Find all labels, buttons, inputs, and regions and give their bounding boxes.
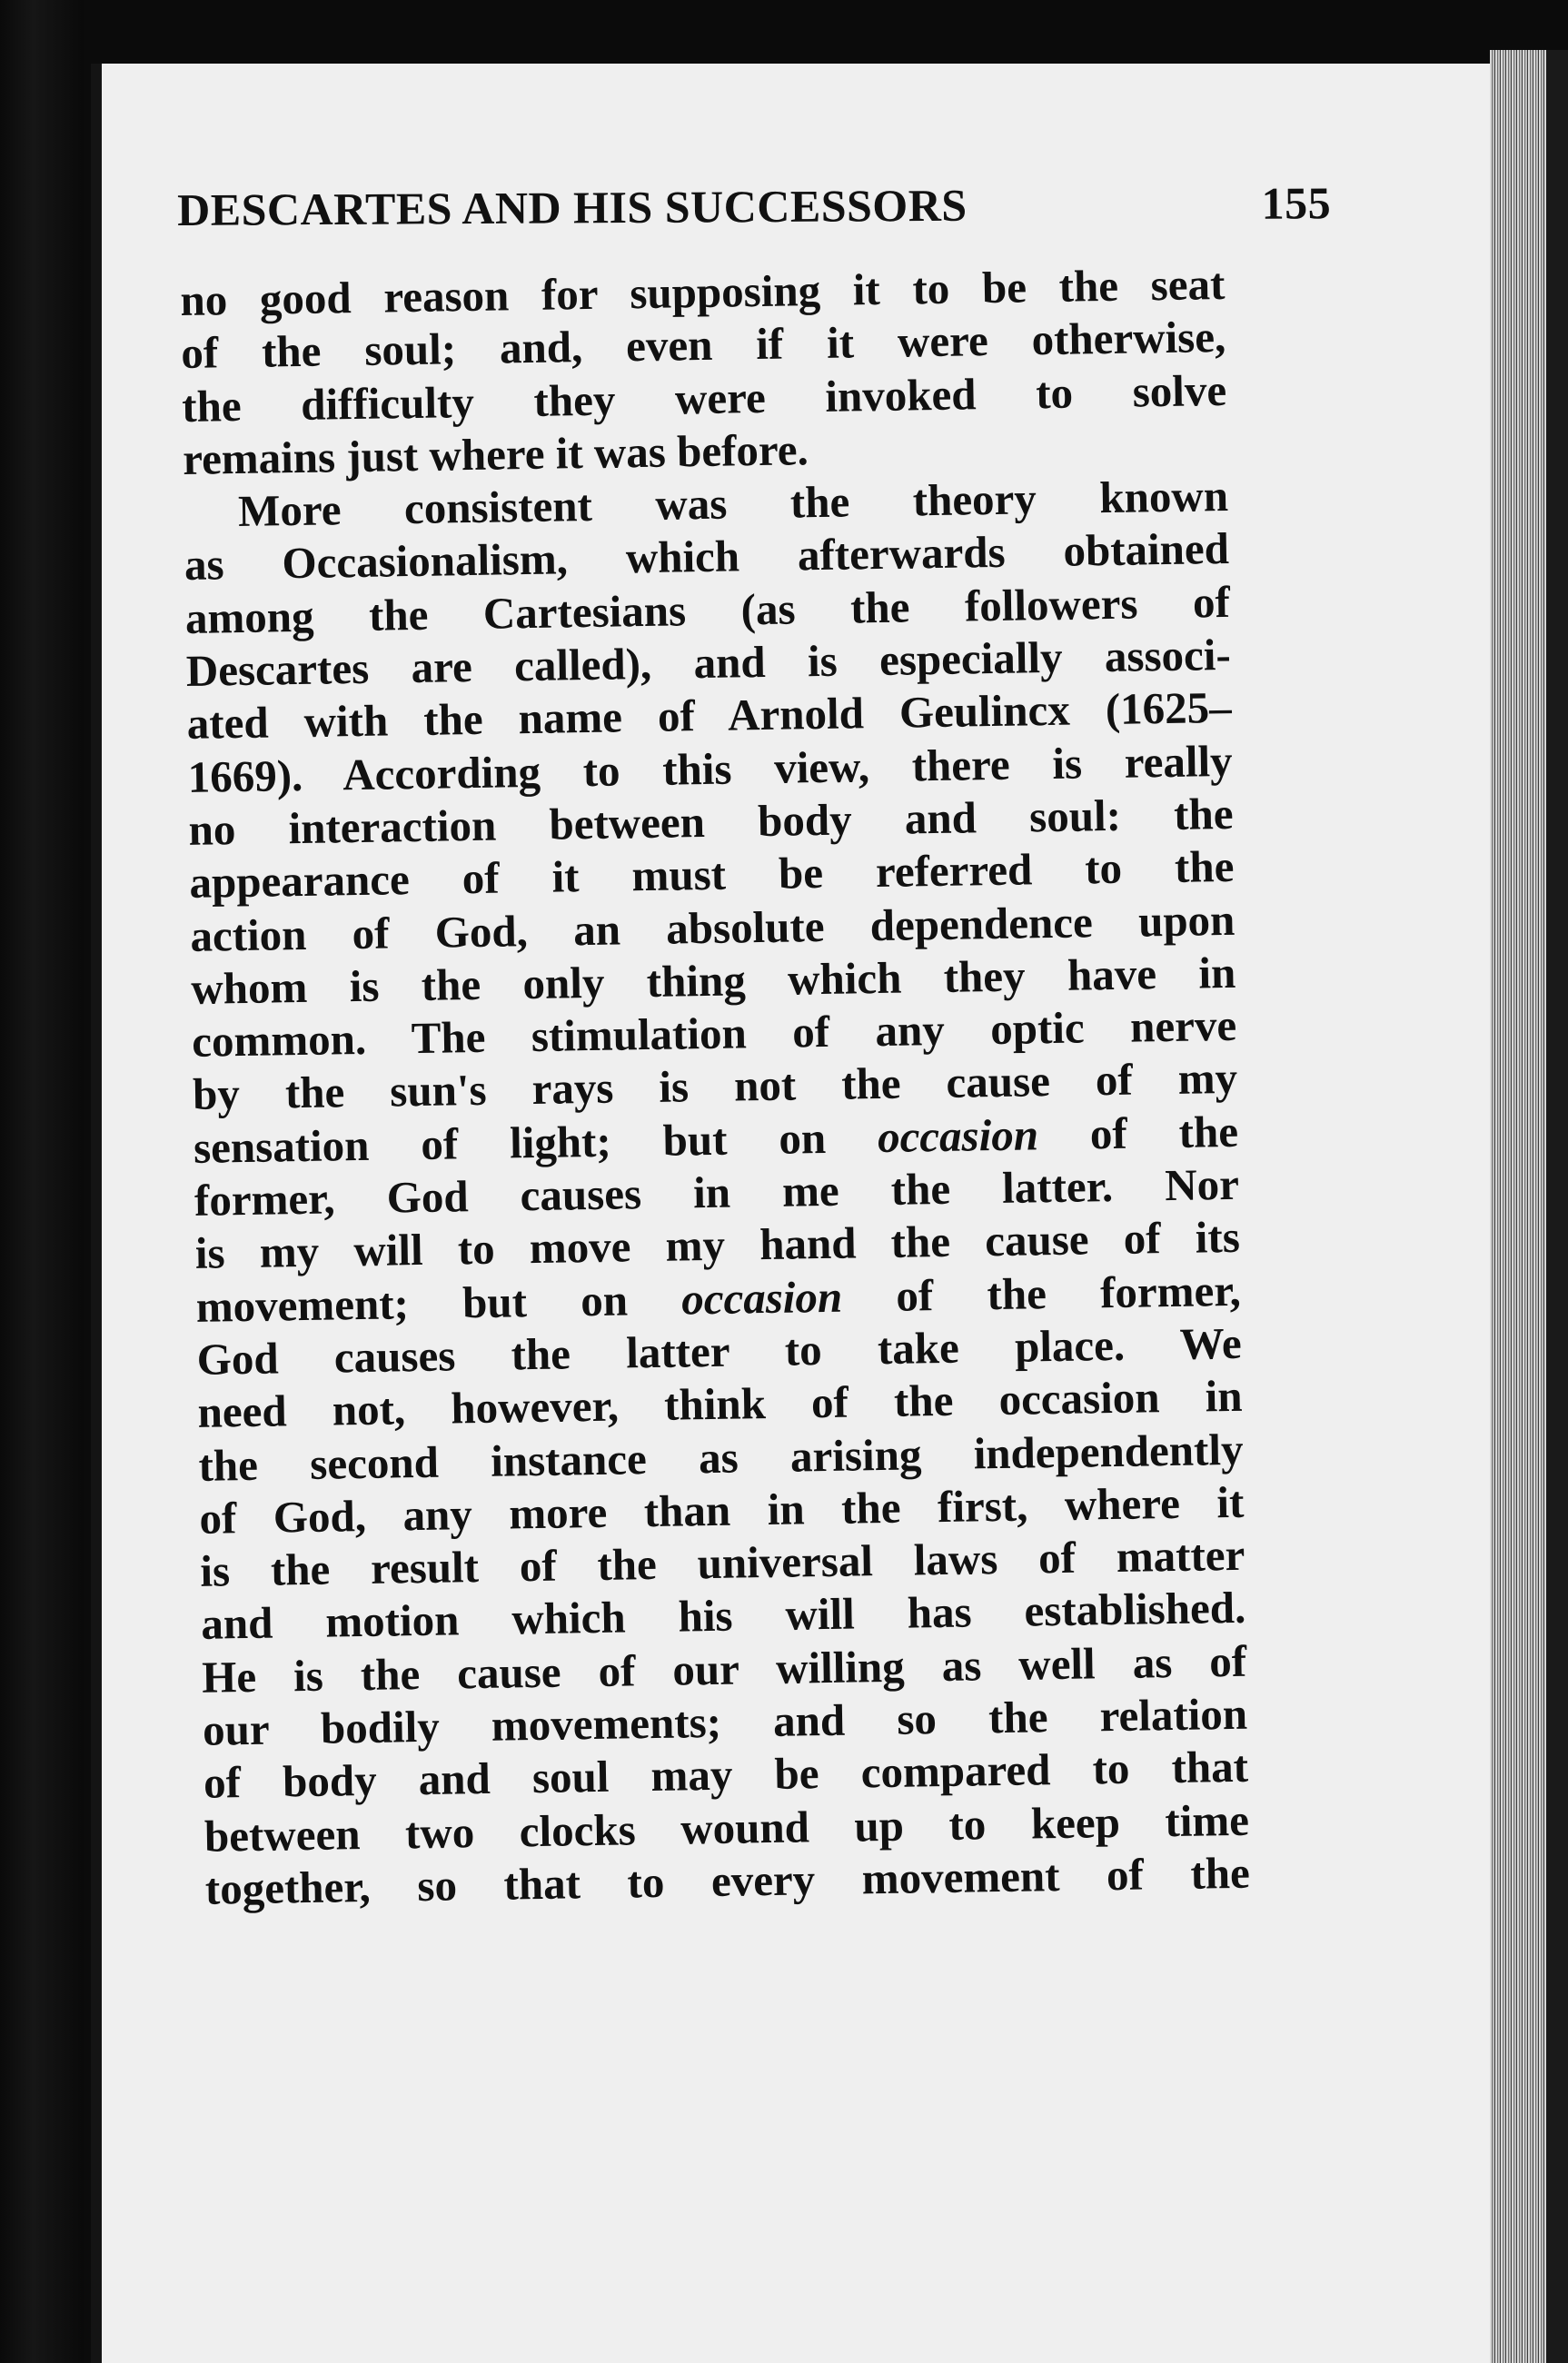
text-line: as Occasionalism, which afterwards obtained [184, 523, 1230, 591]
text-line: the difficulty they were invoked to solve [181, 364, 1227, 432]
text-line: whom is the only thing which they have in [190, 947, 1236, 1014]
italic-emphasis: occasion [680, 1271, 843, 1325]
text-line: He is the cause of our willing as well as of [201, 1635, 1247, 1703]
text-line: sensation of light; but on occasion of the [193, 1106, 1239, 1173]
text-line: and motion which his will has established. [200, 1583, 1246, 1650]
text-line: of God, any more than in the first, where it [199, 1476, 1245, 1544]
paragraph-2 [184, 470, 1251, 1916]
running-title: DESCARTES AND HIS SUCCESSORS [177, 179, 968, 235]
text-line: movement; but on occasion of the former, [195, 1265, 1242, 1332]
text-line: 1669). According to this view, there is really [187, 735, 1233, 802]
text-line: Descartes are called), and is especially associ- [185, 629, 1232, 697]
text-line: appearance of it must be referred to the [189, 841, 1235, 908]
text-line: together, so that to every movement of the [204, 1847, 1251, 1914]
text-line: no interaction between body and soul: the [188, 788, 1234, 855]
text-line: More consistent was the theory known [237, 471, 1229, 537]
text-line: of the soul; and, even if it were otherwise, [180, 312, 1226, 379]
text-line: the second instance as arising independently [198, 1424, 1244, 1491]
text-line: is the result of the universal laws of matter [199, 1529, 1245, 1596]
text-line: remains just where it was before. [182, 424, 809, 484]
page-number: 155 [1261, 177, 1332, 229]
facing-page-edge [0, 0, 84, 2363]
text-line: God causes the latter to take place. We [196, 1317, 1243, 1385]
book-cover-edge [1546, 50, 1568, 2363]
body-text [180, 258, 1250, 1916]
text-line: of body and soul may be compared to that [203, 1742, 1249, 1809]
paragraph-1 [180, 258, 1228, 486]
text-line: is my will to move my hand the cause of its [194, 1212, 1241, 1279]
text-line: action of God, an absolute dependence upon [190, 894, 1236, 961]
page-stack-edge [1490, 50, 1546, 2363]
text-line: common. The stimulation of any optic nerve [191, 999, 1237, 1067]
italic-emphasis: occasion [877, 1109, 1039, 1162]
text-line: by the sun's rays is not the cause of my [192, 1053, 1238, 1120]
text-line: our bodily movements; and so the relation [202, 1688, 1248, 1755]
text-line: need not, however, think of the occasion in [197, 1371, 1243, 1438]
text-line: among the Cartesians (as the followers of [184, 576, 1231, 643]
text-line: former, God causes in me the latter. Nor [194, 1158, 1240, 1226]
running-header [177, 176, 1331, 247]
text-line: ated with the name of Arnold Geulincx (1625– [186, 682, 1233, 750]
text-line: no good reason for supposing it to be the seat [180, 258, 1226, 325]
text-line: between two clocks wound up to keep time [203, 1794, 1250, 1862]
